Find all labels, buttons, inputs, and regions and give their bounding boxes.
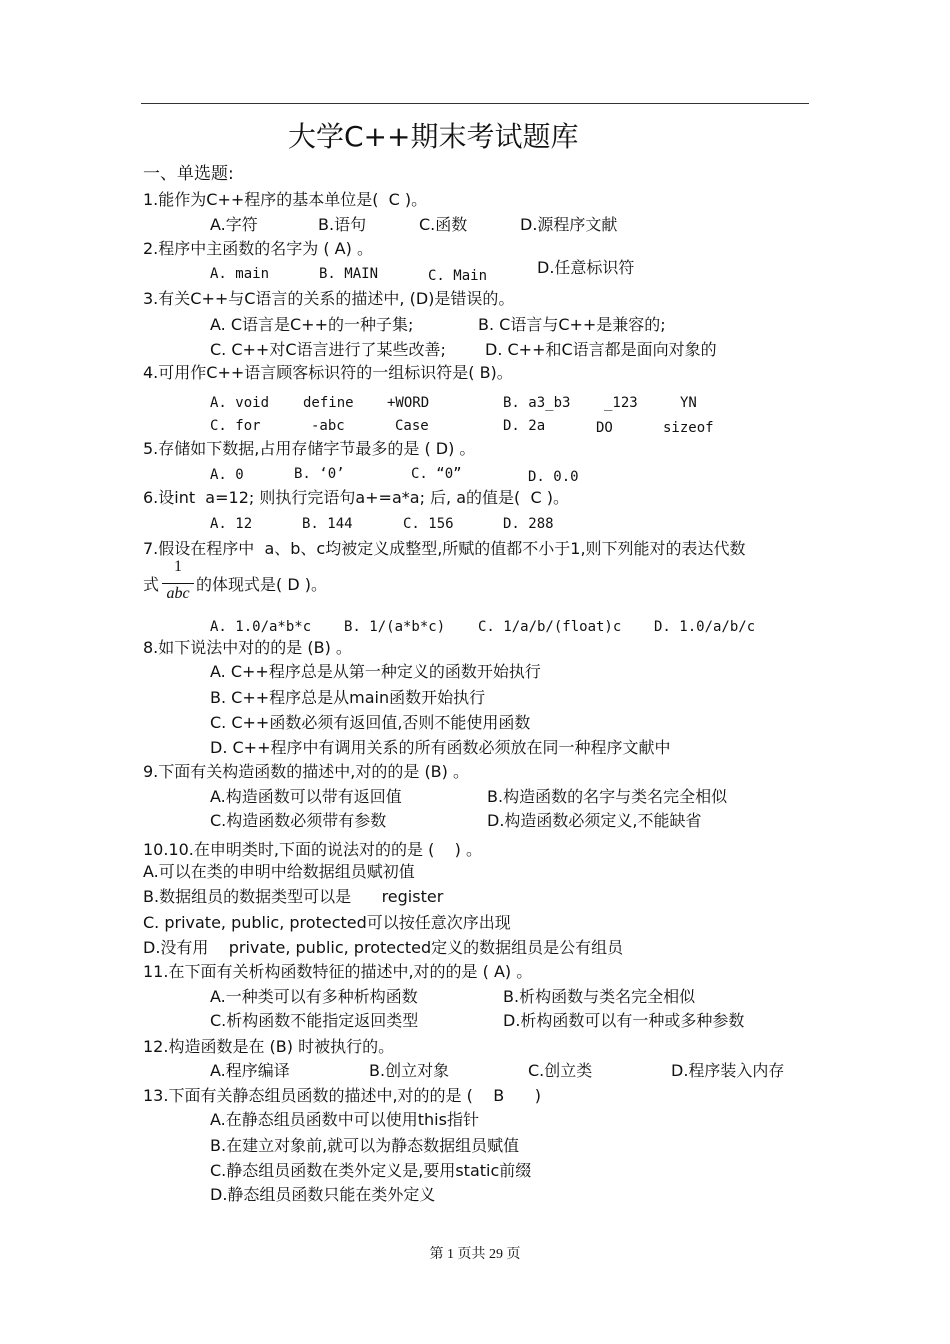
question-stem: 1.能作为C++程序的基本单位是( C )。 xyxy=(143,190,428,209)
option-a: A.字符 xyxy=(210,215,258,234)
option-b: B. a3_b3 xyxy=(503,395,571,411)
option-b: B.语句 xyxy=(318,215,367,234)
question-stem: 8.如下说法中对的的是 (B) 。 xyxy=(143,638,352,657)
option-b: B.创立对象 xyxy=(369,1061,450,1080)
option-c: C. “0” xyxy=(411,466,462,482)
option-d: D.析构函数可以有一种或多种参数 xyxy=(503,1011,745,1030)
option-d-item-2: DO xyxy=(596,420,613,436)
option-c: C. C++函数必须有返回值,否则不能使用函数 xyxy=(210,713,531,732)
option-b: B.析构函数与类名完全相似 xyxy=(503,987,696,1006)
option-c-item-3: Case xyxy=(395,418,429,434)
option-d: D. 288 xyxy=(503,516,554,532)
option-c: C. C++对C语言进行了某些改善; xyxy=(210,340,446,359)
page-title: 大学C++期末考试题库 xyxy=(288,120,579,153)
option-d: D.任意标识符 xyxy=(537,258,635,277)
question-stem: 4.可用作C++语言顾客标识符的一组标识符是( B)。 xyxy=(143,363,513,382)
option-d: D. 2a xyxy=(503,418,546,434)
option-d: D. 1.0/a/b/c xyxy=(654,619,756,635)
option-d-item-3: sizeof xyxy=(663,420,714,436)
option-b: B. ‘0’ xyxy=(294,466,345,482)
fraction-bar xyxy=(162,583,194,584)
option-a: A.可以在类的申明中给数据组员赋初值 xyxy=(143,862,415,881)
question-stem: 10.10.在申明类时,下面的说法对的的是 ( ) 。 xyxy=(143,840,482,859)
option-b: B. C++程序总是从main函数开始执行 xyxy=(210,688,486,707)
question-stem-prefix: 式 xyxy=(143,575,160,594)
question-stem: 2.程序中主函数的名字为 ( A) 。 xyxy=(143,239,373,258)
question-stem: 5.存储如下数据,占用存储字节最多的是 ( D) 。 xyxy=(143,439,476,458)
option-c: C.析构函数不能指定返回类型 xyxy=(210,1011,419,1030)
option-c: C.函数 xyxy=(419,215,468,234)
option-b: B.数据组员的数据类型可以是 register xyxy=(143,887,444,906)
question-stem: 11.在下面有关析构函数特征的描述中,对的的是 ( A) 。 xyxy=(143,962,533,981)
option-c: C. 1/a/b/(float)c xyxy=(478,619,622,635)
option-c: C.静态组员函数在类外定义是,要用static前缀 xyxy=(210,1161,532,1180)
option-a: A. C语言是C++的一种子集; xyxy=(210,315,414,334)
option-a-item-2: define xyxy=(303,395,354,411)
question-stem: 7.假设在程序中 a、b、c均被定义成整型,所赋的值都不小于1,则下列能对的表达代数 xyxy=(143,539,746,558)
option-a: A. 12 xyxy=(210,516,253,532)
header-rule xyxy=(141,103,809,104)
question-stem-suffix: 的体现式是( D )。 xyxy=(196,575,327,594)
option-d: D. C++和C语言都是面向对象的 xyxy=(485,340,717,359)
option-d: D. C++程序中有调用关系的所有函数必须放在同一种程序文献中 xyxy=(210,738,671,757)
option-c: C. 156 xyxy=(403,516,454,532)
option-a-item-3: +WORD xyxy=(387,395,430,411)
option-a: A.一种类可以有多种析构函数 xyxy=(210,987,418,1006)
question-stem: 3.有关C++与C语言的关系的描述中, (D)是错误的。 xyxy=(143,289,515,308)
option-b: B. 1/(a*b*c) xyxy=(344,619,446,635)
option-c: C.创立类 xyxy=(528,1061,593,1080)
option-b-item-3: YN xyxy=(680,395,697,411)
option-b: B. 144 xyxy=(302,516,353,532)
question-stem: 13.下面有关静态组员函数的描述中,对的的是 ( B ) xyxy=(143,1086,541,1105)
option-c: C. private, public, protected可以按任意次序出现 xyxy=(143,913,511,932)
option-d: D.源程序文献 xyxy=(520,215,618,234)
option-a: A.在静态组员函数中可以使用this指针 xyxy=(210,1110,479,1129)
option-d: D. 0.0 xyxy=(528,469,579,485)
option-a: A. main xyxy=(210,266,270,282)
fraction-numerator: 1 xyxy=(174,558,182,575)
option-b: B.在建立对象前,就可以为静态数据组员赋值 xyxy=(210,1136,520,1155)
option-c: C. for xyxy=(210,418,261,434)
option-c-item-2: -abc xyxy=(311,418,345,434)
option-d: D.程序装入内存 xyxy=(671,1061,785,1080)
option-c: C. Main xyxy=(428,268,488,284)
option-d: D.静态组员函数只能在类外定义 xyxy=(210,1185,436,1204)
page-footer: 第 1 页共 29 页 xyxy=(429,1247,521,1262)
option-b: B. C语言与C++是兼容的; xyxy=(478,315,666,334)
option-a: A. C++程序总是从第一种定义的函数开始执行 xyxy=(210,662,541,681)
option-d: D.没有用 private, public, protected定义的数据组员是公有组员 xyxy=(143,938,624,957)
option-c: C.构造函数必须带有参数 xyxy=(210,811,387,830)
fraction-expression xyxy=(162,558,194,610)
option-a: A. void xyxy=(210,395,270,411)
option-d: D.构造函数必须定义,不能缺省 xyxy=(487,811,702,830)
option-a: A. 1.0/a*b*c xyxy=(210,619,312,635)
option-a: A. 0 xyxy=(210,467,244,483)
question-stem: 12.构造函数是在 (B) 时被执行的。 xyxy=(143,1037,395,1056)
option-a: A.程序编译 xyxy=(210,1061,290,1080)
fraction-denominator: abc xyxy=(166,585,190,602)
option-b-item-2: _123 xyxy=(604,395,638,411)
option-a: A.构造函数可以带有返回值 xyxy=(210,787,402,806)
option-b: B.构造函数的名字与类名完全相似 xyxy=(487,787,728,806)
question-stem: 9.下面有关构造函数的描述中,对的的是 (B) 。 xyxy=(143,762,469,781)
question-stem: 6.设int a=12; 则执行完语句a+=a*a; 后, a的值是( C )。 xyxy=(143,488,569,507)
option-b: B. MAIN xyxy=(319,266,379,282)
section-heading: 一、单选题: xyxy=(143,164,234,184)
